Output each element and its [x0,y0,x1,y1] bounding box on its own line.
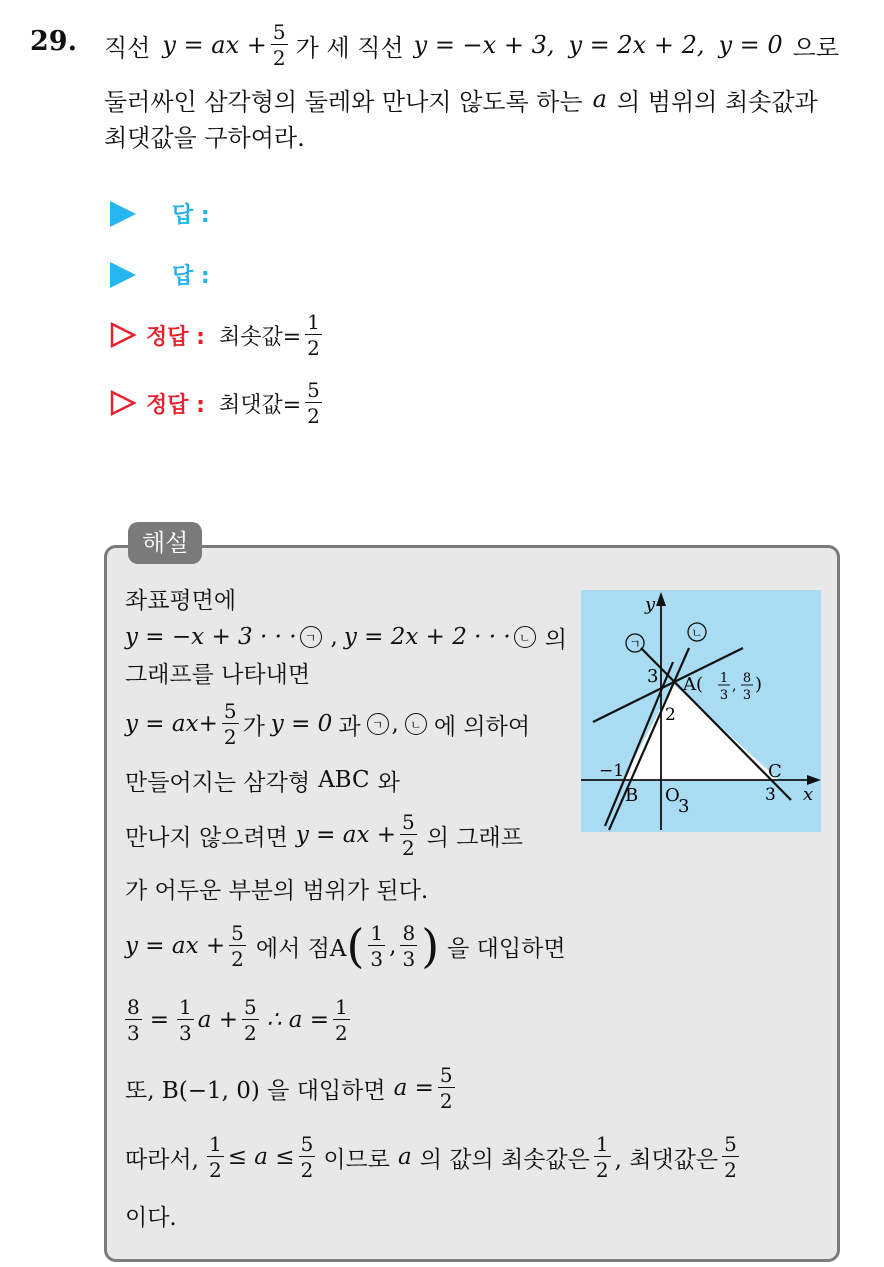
variable: a [592,85,607,113]
equals: = [149,1007,170,1033]
equation: y = −x + 3 · · · [125,624,297,650]
fraction: $\frac{5}{2}$ [244,995,257,1045]
answer-label: 답 : [172,203,210,228]
separator: , [391,711,399,737]
correct-answer-1 [110,312,326,358]
equation: ∴ a = [266,1007,330,1033]
equation: a = [393,1075,434,1101]
label-a-close: ) [755,674,763,695]
solution-text: 의 그래프 [426,824,523,851]
separator: , [330,624,338,650]
label-g: ㄱ [629,637,641,651]
fraction: $\frac{5}{2}$ [307,378,320,428]
equation: y = 2x + 2, [568,31,705,59]
outline-triangle-icon [110,390,136,416]
triangle-name: ABC [318,767,370,793]
solution-text: 그래프를 나타내면 [125,661,311,688]
fraction: $\frac{1}{2}$ [335,995,348,1045]
label-origin: O [665,785,680,806]
solution-text: 과 [338,713,361,740]
solution-line [125,1127,743,1187]
y-label: y [645,594,656,615]
label-point-b: B [625,785,639,806]
solution-text: 따라서, [125,1146,199,1173]
solution-text: 의 값의 최솟값은 [419,1146,590,1173]
label-point-c: C [768,761,782,782]
solution-text: 이다. [125,1204,177,1231]
inequality: ≤ a ≤ [227,1144,295,1170]
outline-triangle-icon [110,322,136,348]
solution-line [125,764,400,796]
answer-label: 답 : [172,264,210,289]
question-line-2 [104,82,818,116]
fraction: $\frac{5}{2}$ [231,921,244,971]
fraction: $\frac{5}{2}$ [300,1132,314,1182]
equation: y = −x + 3, [413,31,555,59]
solution-text: 에 의하여 [433,713,531,740]
label-n: ㄴ [691,626,703,640]
question-text: 직선 [104,33,151,62]
solution-text: 와 [377,769,400,796]
solution-line [125,1199,177,1231]
solution-line [125,806,523,864]
solution-text: 또, B(−1, 0) 을 대입하면 [125,1077,386,1104]
answer-blank-2[interactable] [110,259,210,290]
fraction: $\frac{8}{3}$ [402,921,416,971]
paren: ) [421,919,440,973]
solution-text: 만나지 않으려면 [125,824,288,851]
solution-text: 좌표평면에 [125,587,237,614]
label-y-intercept-3: 3 [647,666,659,687]
label-y-intercept-2: 2 [665,705,676,725]
question-line-3 [104,118,305,152]
label-a-den2: 3 [742,688,752,703]
correct-answer-text: 최솟값= [218,324,302,350]
answer-blank-1[interactable] [110,198,210,229]
equation: y = 2x + 2 · · · [343,624,511,650]
solution-line [125,916,566,976]
paren: ( [346,919,365,973]
coordinate-graph [581,590,821,832]
equation: y = ax+ [125,711,218,737]
solution-line [121,990,354,1050]
solution-line [125,872,428,904]
solution-text: , 최댓값은 [614,1146,719,1173]
solution-tab: 해설 [128,522,202,564]
solution-text: 을 대입하면 [447,935,566,962]
play-icon [110,262,136,288]
fraction: $\frac{1}{2}$ [208,1132,222,1182]
question-text: 가 세 직선 [295,33,404,62]
fraction: $\frac{5}{2}$ [402,810,415,860]
fraction: $\frac{1}{3}$ [179,995,192,1045]
equation: a + [197,1007,239,1033]
correct-answer-text: 최댓값= [218,392,302,418]
equation: y = ax + [125,933,226,959]
x-label: x [803,784,814,805]
question-text: 둘러싸인 삼각형의 둘레와 만나지 않도록 하는 [104,87,583,116]
solution-line [125,696,530,752]
fraction: $\frac{5}{2}$ [439,1063,453,1113]
separator: , [389,933,397,959]
correct-answer-label: 정답 : [146,392,205,418]
label-a-den1: 3 [719,688,729,703]
label-a-sep: , [732,678,737,694]
variable: a [397,1144,412,1170]
solution-text: 가 [242,713,265,740]
equation: y = 0 [718,31,783,59]
question-text: 으로 [792,33,840,62]
circled-giyeok-marker: ㄱ [300,626,322,648]
label-point-a: A( [683,674,704,695]
fraction: $\frac{1}{2}$ [307,310,320,360]
equation: y = ax + [295,822,396,848]
fraction: $\frac{5}{2}$ [223,699,237,749]
solution-text: 이므로 [323,1146,390,1173]
label-x-minus-1: −1 [599,761,625,781]
fraction: $\frac{5}{2}$ [272,20,286,70]
fraction: $\frac{1}{2}$ [595,1132,609,1182]
fraction: $\frac{1}{3}$ [370,921,384,971]
solution-text: 만들어지는 삼각형 [125,769,311,796]
play-icon [110,201,136,227]
solution-line [125,620,567,654]
circled-nieun-marker: ㄴ [514,626,536,648]
label-a-num1: 1 [719,671,729,686]
correct-answer-label: 정답 : [146,324,205,350]
solution-text: 에서 점A [255,935,347,962]
label-a-num2: 8 [742,671,752,686]
solution-line [125,582,236,614]
fraction: $\frac{5}{2}$ [724,1132,737,1182]
label-x-3: 3 [765,785,776,805]
solution-line [125,656,310,688]
correct-answer-2 [110,380,326,426]
question-line-1 [104,20,839,70]
solution-text: 가 어두운 부분의 범위가 된다. [125,877,429,904]
equation: y = ax + [162,31,267,59]
question-text: 의 범위의 최솟값과 [616,87,818,116]
label-3: 3 [678,796,690,817]
solution-line [125,1058,459,1118]
solution-text: 의 [544,626,567,653]
fraction: $\frac{8}{3}$ [127,995,140,1045]
circled-nieun-marker: ㄴ [405,713,427,735]
circled-giyeok-marker: ㄱ [367,713,389,735]
question-number: 29. [30,26,77,57]
equation: y = 0 [270,711,333,737]
question-text: 최댓값을 구하여라. [104,123,305,152]
